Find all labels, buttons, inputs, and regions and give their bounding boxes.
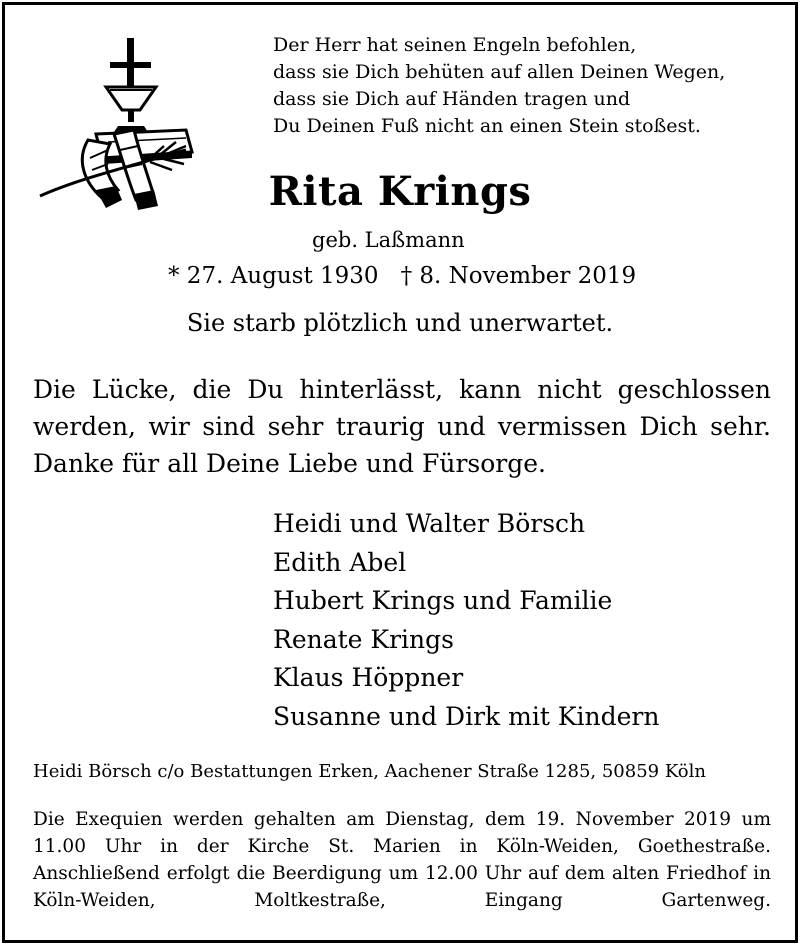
mourner: Heidi und Walter Börsch (273, 509, 586, 538)
farewell-message: Die Lücke, die Du hinterlässt, kann nicht geschlossen werden, wir sind sehr traurig und vermissen Dich sehr. Danke für all Deine Liebe und Fürsorge. (33, 375, 771, 478)
mourner: Hubert Krings und Familie (273, 586, 613, 615)
mourner: Klaus Höppner (273, 663, 464, 692)
bible-verse (273, 32, 783, 140)
mourner: Renate Krings (273, 624, 454, 654)
mourner: Edith Abel (273, 547, 407, 577)
verse-line: Du Deinen Fuß nicht an einen Stein stoßest. (273, 115, 701, 137)
verse-line: dass sie Dich auf Händen tragen und (273, 88, 631, 110)
death-date: † 8. November 2019 (400, 263, 637, 289)
mourners-list (273, 505, 659, 736)
contact-address: Heidi Börsch c/o Bestattungen Erken, Aachener Straße 1285, 50859 Köln (33, 761, 706, 782)
life-dates (168, 263, 636, 289)
service-details: Die Exequien werden gehalten am Dienstag, dem 19. November 2019 um 11.00 Uhr in der Kirche St. Marien in Köln-Weiden, Goethestraße. Anschließend erfolgt die Beerdigung um 12.00 Uhr auf dem alten Friedhof in Köln-Weiden, Moltkestraße, Eingang Gartenweg. (33, 809, 771, 911)
birth-date: * 27. August 1930 (168, 263, 379, 289)
birth-name: geb. Laßmann (312, 228, 465, 252)
deceased-name: Rita Krings (268, 168, 532, 215)
passing-note: Sie starb plötzlich und unerwartet. (186, 309, 614, 337)
verse-line: dass sie Dich behüten auf allen Deinen Wegen, (273, 61, 726, 83)
mourner: Susanne und Dirk mit Kindern (273, 701, 660, 731)
verse-line: Der Herr hat seinen Engeln befohlen, (273, 34, 637, 56)
